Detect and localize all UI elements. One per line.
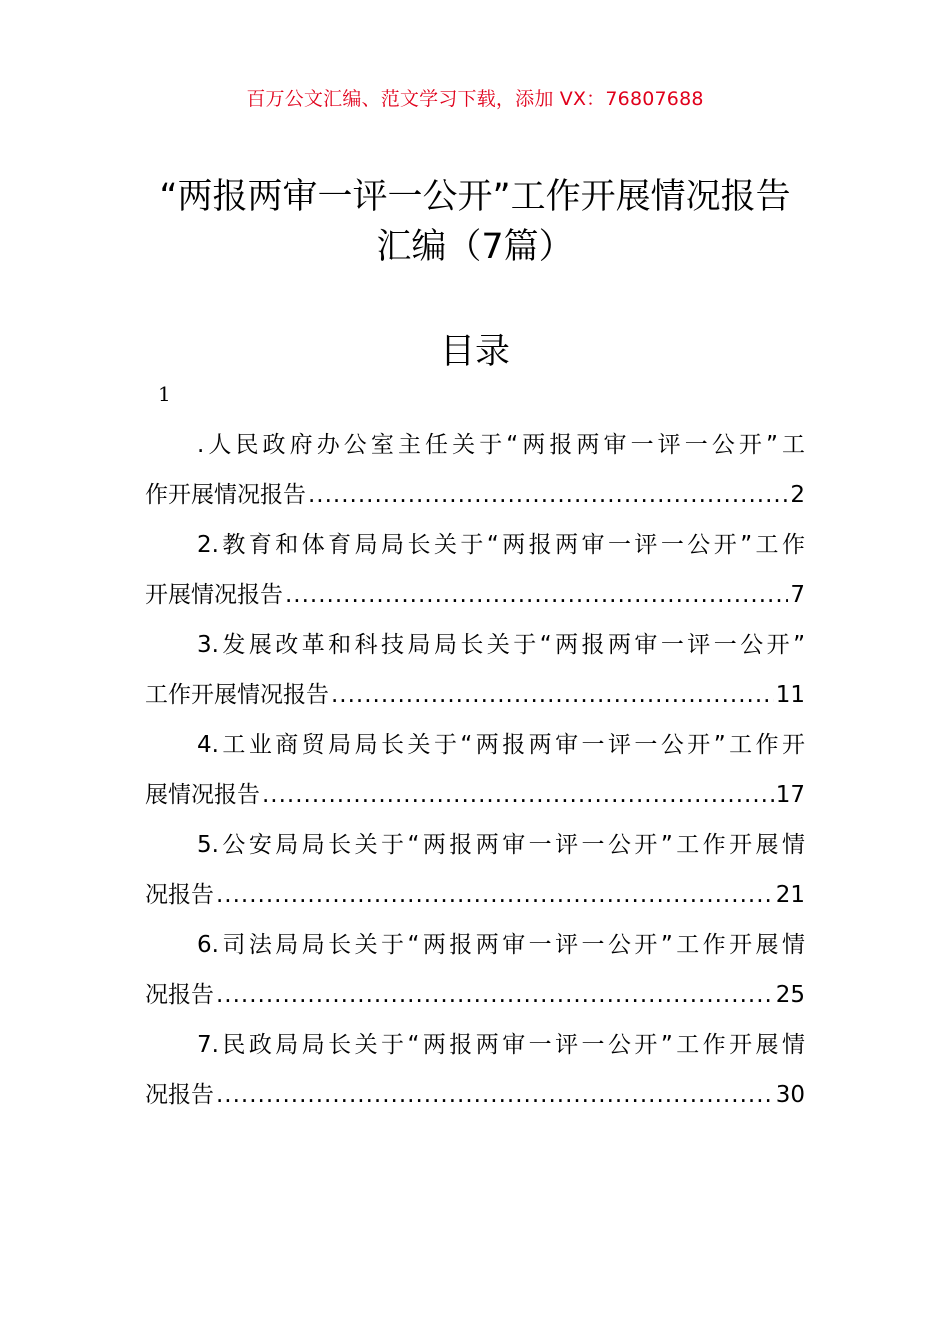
dot-leader: [216, 1070, 774, 1120]
toc-entry-1[interactable]: [145, 420, 805, 520]
toc-entry-3[interactable]: [145, 620, 805, 720]
toc-page-number: 25: [775, 982, 805, 1008]
document-title-line-2: 汇编（7篇）: [376, 227, 574, 267]
document-title-line-1: “两报两审一评一公开”工作开展情况报告: [159, 177, 791, 217]
dot-leader: [285, 570, 788, 620]
toc-entry-text: 5.公安局局长关于“两报两审一评一公开”工作开展情: [197, 832, 805, 858]
dot-leader: [308, 470, 788, 520]
dot-leader: [262, 770, 774, 820]
toc-entry-7[interactable]: [145, 1020, 805, 1120]
toc-page-number: 2: [790, 482, 805, 508]
toc-page-number: 17: [775, 782, 805, 808]
toc-entry-5[interactable]: [145, 820, 805, 920]
toc-entry-4[interactable]: [145, 720, 805, 820]
toc-entry-6[interactable]: [145, 920, 805, 1020]
toc-entry-text-continued: 作开展情况报告: [145, 482, 306, 508]
dot-leader: [331, 670, 774, 720]
toc-page-number: 21: [775, 882, 805, 908]
toc-entry-2[interactable]: [145, 520, 805, 620]
toc-page-number: 30: [775, 1082, 805, 1108]
toc-entry-text-continued: 况报告: [145, 882, 214, 908]
document-title: [100, 172, 850, 272]
toc-heading: 目录: [439, 332, 510, 372]
header-watermark-note: 百万公文汇编、范文学习下载，添加 VX：76807688: [246, 88, 704, 110]
toc-entry-text: .人民政府办公室主任关于“两报两审一评一公开”工: [197, 432, 805, 458]
toc-page-number: 7: [790, 582, 805, 608]
toc-entry-text-continued: 工作开展情况报告: [145, 682, 329, 708]
toc-entry-text: 4.工业商贸局局长关于“两报两审一评一公开”工作开: [197, 732, 805, 758]
toc-entry-text: 6.司法局局长关于“两报两审一评一公开”工作开展情: [197, 932, 805, 958]
toc-entry-text: 7.民政局局长关于“两报两审一评一公开”工作开展情: [197, 1032, 805, 1058]
toc-entry-text-continued: 况报告: [145, 1082, 214, 1108]
table-of-contents: [145, 420, 805, 1120]
dot-leader: [216, 970, 774, 1020]
dot-leader: [216, 870, 774, 920]
toc-entry-text: 2.教育和体育局局长关于“两报两审一评一公开”工作: [197, 532, 805, 558]
toc-entry-text-continued: 况报告: [145, 982, 214, 1008]
stray-number: 1: [158, 382, 171, 406]
toc-entry-text-continued: 展情况报告: [145, 782, 260, 808]
toc-page-number: 11: [775, 682, 805, 708]
toc-entry-text: 3.发展改革和科技局局长关于“两报两审一评一公开”: [197, 632, 805, 658]
toc-entry-text-continued: 开展情况报告: [145, 582, 283, 608]
